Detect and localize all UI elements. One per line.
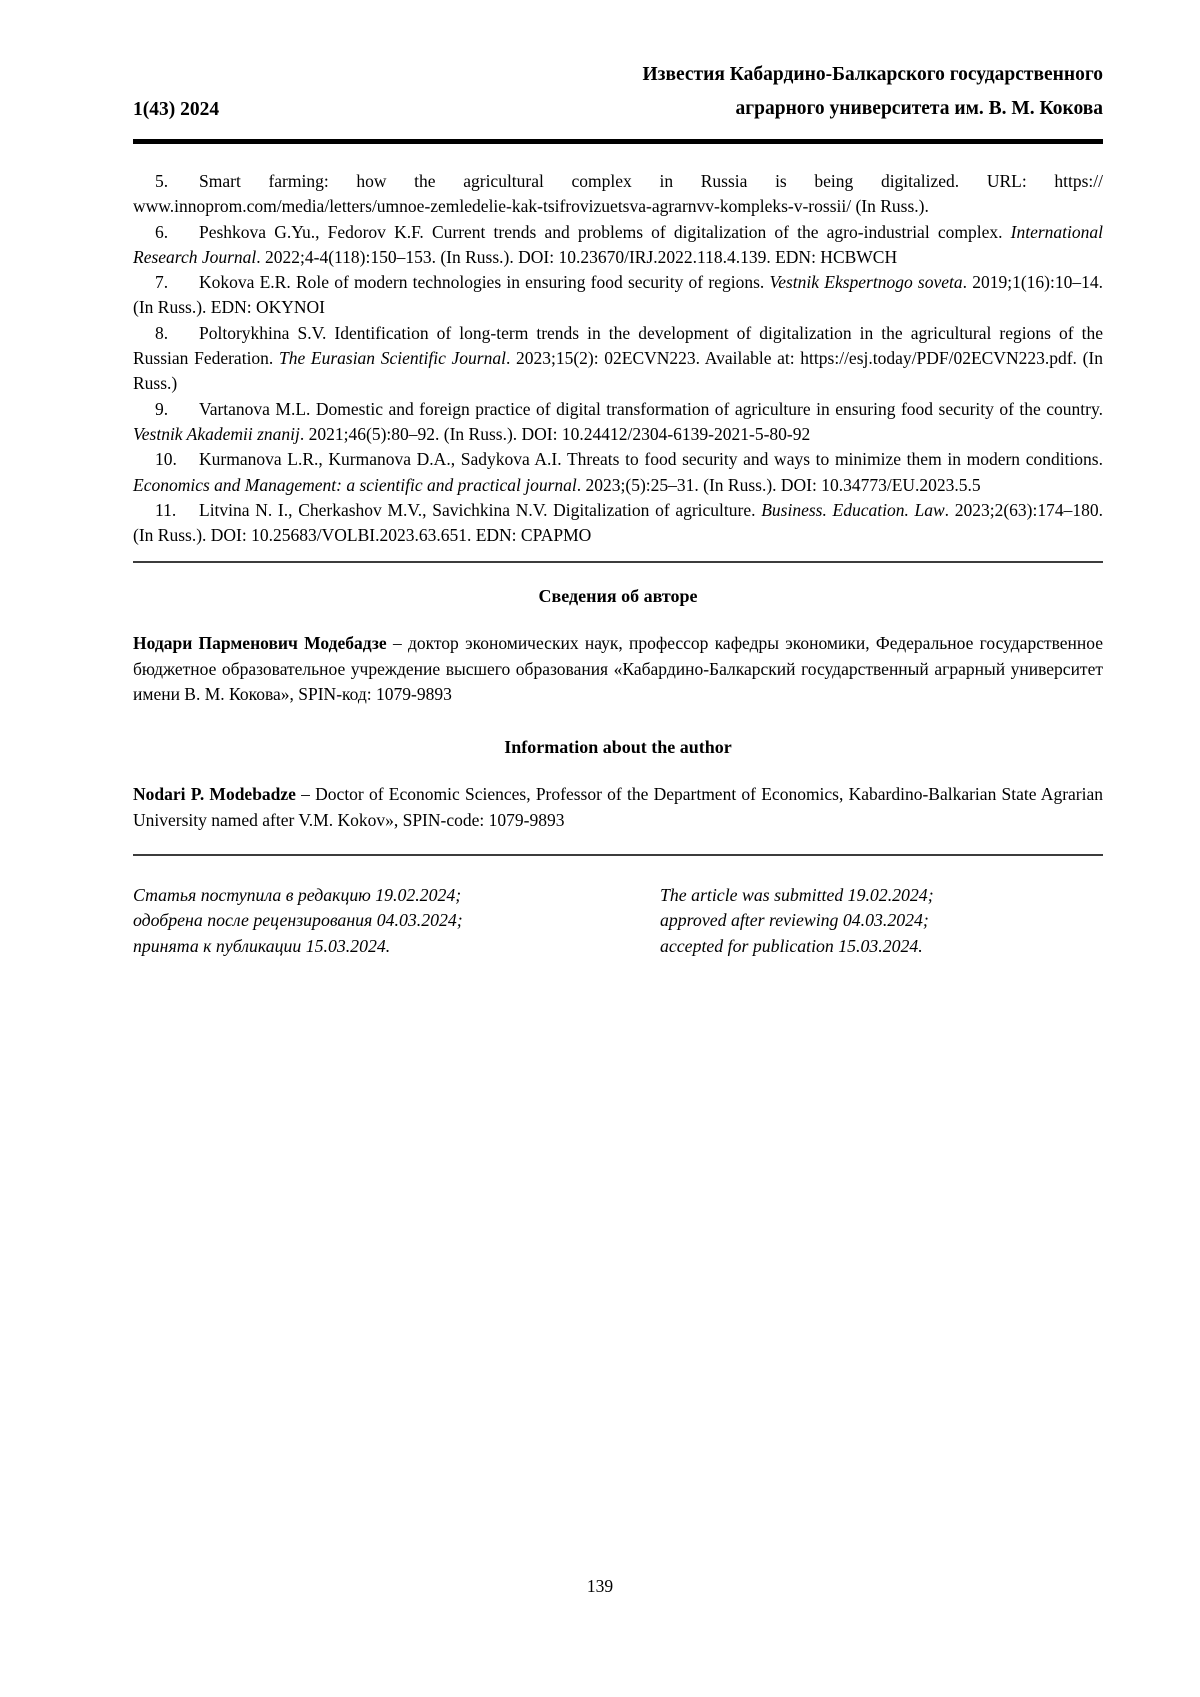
header-rule [133,139,1103,144]
page-header [133,58,1103,126]
ref-number: 10. [155,449,177,470]
author-ru-paragraph [133,631,1103,707]
ref-text-post: . 2023;2(63):174–180. (In Russ.). DOI: 10.25683/VOLBI.2023.63.651. EDN: CPAPMO [133,499,1103,546]
ref-text: Poltorykhina S.V. Identification of long-term trends in the development of digitalization in the agricultural regions of the Russian Federation. [133,322,1103,369]
date-line-accepted-ru: принята к публикации 15.03.2024. [133,935,391,956]
reference-item [133,447,1103,498]
author-en-paragraph [133,782,1103,833]
ref-text-post: . 2021;46(5):80–92. (In Russ.). DOI: 10.24412/2304-6139-2021-5-80-92 [299,423,811,444]
author-name-ru: Нодари Парменович Модебадзе [133,633,387,654]
dates-ru-column [133,883,660,959]
section-divider [133,561,1103,563]
reference-item [133,270,1103,321]
date-line-approved-en: approved after reviewing 04.03.2024; [660,910,929,931]
ref-number: 8. [155,322,169,343]
ref-journal-name: Economics and Management: a scientific and practical journal [133,474,577,495]
reference-item [133,169,1103,220]
ref-text-post: . 2022;4-4(118):150–153. (In Russ.). DOI: 10.23670/IRJ.2022.118.4.139. EDN: HCBWCH [256,246,898,267]
ref-number: 9. [155,398,169,419]
ref-journal-name: Vestnik Ekspertnogo soveta [769,272,963,293]
ref-text-post: . 2023;15(2): 02ECVN223. Available at: https://esj.today/PDF/02ECVN223.pdf. (In Russ.) [133,348,1103,394]
ref-text: Litvina N. I., Cherkashov M.V., Savichkina N.V. Digitalization of agriculture. [199,499,762,520]
author-bio-en: – Doctor of Economic Sciences, Professor of the Department of Economics, Kabardino-Balkarian State Agrarian University named after V.M. Kokov», SPIN-code: 1079-9893 [133,784,1103,830]
reference-item [133,321,1103,397]
ref-number: 5. [155,171,169,191]
ref-number: 7. [155,272,169,293]
date-line-submitted-ru: Статья поступила в редакцию 19.02.2024; [133,884,462,905]
journal-title-line1: Известия Кабардино-Балкарского государственного [642,64,1103,85]
ref-text: Vartanova M.L. Domestic and foreign practice of digital transformation of agriculture in ensuring food security of the country. [199,398,1103,419]
author-info-ru-heading: Сведения об авторе [538,586,698,607]
ref-number: 11. [155,499,177,520]
dates-en-column [660,883,1103,959]
page-number: 139 [586,1576,614,1596]
ref-text-post: . 2019;1(16):10–14. (In Russ.). EDN: OKYNOI [133,272,1103,318]
journal-title [642,58,1103,126]
issue-number: 1(43) 2024 [133,98,220,120]
ref-text: Kokova E.R. Role of modern technologies in ensuring food security of regions. [199,272,770,293]
ref-journal-name: International Research Journal [133,221,1103,267]
date-line-approved-ru: одобрена после рецензирования 04.03.2024; [133,910,463,931]
ref-text: Peshkova G.Yu., Fedorov K.F. Current trends and problems of digitalization of the agro-industrial complex. [199,221,1011,242]
ref-text-post: . 2023;(5):25–31. (In Russ.). DOI: 10.34773/EU.2023.5.5 [576,474,981,495]
author-name-en: Nodari P. Modebadze [133,784,296,805]
author-info-en-heading: Information about the author [504,737,732,758]
ref-journal-name: Business. Education. Law [761,499,945,520]
ref-number: 6. [155,221,169,242]
references-list [133,169,1103,548]
ref-text: Kurmanova L.R., Kurmanova D.A., Sadykova A.I. Threats to food security and ways to minimize them in modern conditions. [199,449,1103,470]
date-line-accepted-en: accepted for publication 15.03.2024. [660,935,923,956]
submission-dates-section [133,883,1103,959]
reference-item [133,220,1103,271]
date-line-submitted-en: The article was submitted 19.02.2024; [660,884,934,905]
reference-item [133,498,1103,549]
reference-item [133,397,1103,448]
ref-journal-name: The Eurasian Scientific Journal [278,348,506,369]
ref-text: Smart farming: how the agricultural complex in Russia is being digitalized. URL: https:// www.innoprom.com/media/letters/umnoe-zemledelie-kak-tsifrovizuetsva-agrarnvv-kompleks-v-rossii/ (In Russ.). [133,171,1103,217]
author-bio-ru: – доктор экономических наук, профессор кафедры экономики, Федеральное государственное бюджетное образовательное учреждение высшего образования «Кабардино-Балкарский государственный аграрный университет имени В. М. Кокова», SPIN-код: 1079-9893 [133,633,1103,705]
section-divider [133,854,1103,856]
ref-journal-name: Vestnik Akademii znanij [133,423,300,444]
journal-title-line2: аграрного университета им. В. М. Кокова [735,98,1103,119]
